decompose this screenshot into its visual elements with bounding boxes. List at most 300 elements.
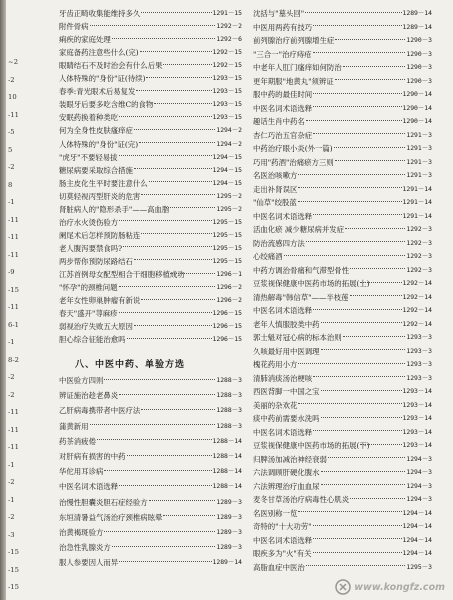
toc-entry-pages: 1293－15 xyxy=(212,87,242,96)
toc-entry-pages: 1290－14 xyxy=(402,117,432,125)
dot-leader xyxy=(104,531,215,532)
toc-entry xyxy=(59,33,242,46)
dot-leader xyxy=(343,336,406,337)
toc-entry-title: 中医名词术语选释 xyxy=(253,103,313,113)
toc-entry-pages: 1294－3 xyxy=(406,454,432,463)
toc-entry-pages: 1293－3 xyxy=(406,333,432,341)
toc-entry-pages: 1293－14 xyxy=(402,427,432,436)
dot-leader xyxy=(313,376,405,377)
toc-entry-title: 美丽的杂欢花 xyxy=(253,400,298,410)
toc-entry-pages: 1291－3 xyxy=(406,171,432,179)
toc-entry-pages: 1293－15 xyxy=(212,74,242,83)
toc-entry-pages: 1292－14 xyxy=(402,279,432,287)
toc-entry-pages: 1292－14 xyxy=(402,319,432,328)
toc-entry-pages: 1288－14 xyxy=(212,482,242,491)
toc-entry-title: 走出补肾误区 xyxy=(253,184,298,194)
toc-entry xyxy=(253,169,432,182)
toc-entry-title: 中医名词术语选释 xyxy=(59,482,119,492)
toc-entry-pages: 1292－3 xyxy=(406,265,432,274)
dot-leader xyxy=(134,168,212,169)
toc-entry-title: 服人参要因人而异 xyxy=(59,558,119,568)
toc-entry-pages: 1296－2 xyxy=(216,283,242,292)
toc-entry-title: 治急性乳腺炎方 xyxy=(59,543,111,553)
dot-leader xyxy=(313,309,401,310)
dot-leader xyxy=(141,194,215,195)
toc-entry xyxy=(59,320,242,333)
previous-page-gutter xyxy=(6,0,32,600)
dot-leader xyxy=(360,282,402,283)
toc-entry-title: 中医名词术语选释 xyxy=(253,427,313,437)
toc-entry xyxy=(59,216,242,229)
toc-entry xyxy=(59,138,242,151)
toc-entry-title: 眼疾多为"火"有关 xyxy=(253,549,312,558)
toc-entry xyxy=(253,439,432,452)
gutter-page-number: -15 xyxy=(8,565,19,574)
toc-entry-title: 名医别称一览 xyxy=(253,508,298,518)
toc-entry xyxy=(253,466,432,479)
toc-entry-pages: 1294－2 xyxy=(216,126,242,135)
gutter-page-number: -5 xyxy=(8,128,15,136)
toc-entry xyxy=(253,385,432,398)
toc-entry xyxy=(253,453,432,466)
toc-entry xyxy=(253,480,432,493)
toc-entry-title: 中医名词术语选释 xyxy=(253,306,313,315)
toc-entry xyxy=(253,61,432,74)
toc-entry-pages: 1295－2 xyxy=(216,191,242,200)
toc-entry-title: 六法调顾肝硬化腹水 xyxy=(253,468,320,477)
dot-leader xyxy=(119,155,212,156)
dot-leader xyxy=(334,147,406,148)
dot-leader xyxy=(321,349,406,350)
toc-entry-pages: 1292－15 xyxy=(212,48,242,57)
toc-entry-pages: 1296－2 xyxy=(216,296,242,305)
dot-leader xyxy=(343,66,406,67)
toc-entry-title: 糖尿病要采取综合措施 xyxy=(59,165,133,175)
dot-leader xyxy=(119,561,211,562)
toc-entry-title: 春季:青光眼术后易复发 xyxy=(59,87,136,97)
left-column xyxy=(59,0,242,600)
gutter-page-number: -15 xyxy=(8,583,19,591)
toc-entry-title: 防治流感四方法 xyxy=(253,238,305,248)
dot-leader xyxy=(321,471,406,472)
toc-entry xyxy=(253,88,432,101)
toc-entry-pages: 1295－15 xyxy=(212,256,242,265)
toc-entry xyxy=(253,277,432,290)
dot-leader xyxy=(321,322,402,323)
toc-entry-title: 老年女性卵巢肿瘤有新说 xyxy=(59,296,141,306)
dot-leader xyxy=(154,103,211,104)
toc-entry-title: 服中药的最佳时间 xyxy=(253,90,313,99)
dot-leader xyxy=(298,403,401,404)
toc-entry-title: 巧用"药酒"治痛瘀方三则 xyxy=(253,157,334,167)
dot-leader xyxy=(350,295,402,296)
dot-leader xyxy=(298,174,405,175)
toc-entry-title: 活血化瘀 减少糖尿病并发症 xyxy=(253,225,345,234)
toc-entry xyxy=(253,223,432,236)
toc-entry xyxy=(59,465,242,478)
toc-entry xyxy=(253,156,432,169)
toc-entry-title: 辨证施治趁老鼻炎 xyxy=(59,391,119,401)
toc-entry-pages: 1293－3 xyxy=(406,346,432,355)
toc-entry xyxy=(59,151,242,164)
toc-entry xyxy=(59,450,242,463)
toc-entry-pages: 1288－14 xyxy=(212,452,242,460)
toc-entry xyxy=(253,399,432,412)
toc-entry xyxy=(59,203,242,216)
toc-entry xyxy=(253,372,432,385)
gutter-page-number: -11 xyxy=(8,443,19,451)
toc-entry-pages: 1288－3 xyxy=(216,406,242,415)
toc-entry-pages: 1295－3 xyxy=(406,562,432,571)
gutter-page-number: -1 xyxy=(8,198,15,206)
toc-entry xyxy=(253,345,432,358)
dot-leader xyxy=(313,93,401,94)
toc-entry xyxy=(253,318,432,331)
toc-entry-pages: 1294－14 xyxy=(402,535,432,544)
toc-entry xyxy=(59,526,242,539)
toc-entry xyxy=(59,281,242,294)
gutter-page-number: -3 xyxy=(8,530,15,539)
toc-entry xyxy=(59,333,242,346)
dot-leader xyxy=(141,12,211,13)
toc-entry-title: 装眼牙后要多吃含维C的食物 xyxy=(59,100,154,110)
gutter-page-number: -2 xyxy=(8,373,15,381)
toc-entry xyxy=(59,85,242,98)
toc-entry-pages: 1290－3 xyxy=(406,36,432,44)
toc-entry xyxy=(253,250,432,263)
toc-entry-title: 治疗水火烫伤验方 xyxy=(59,217,119,227)
toc-entry-pages: 1290－3 xyxy=(406,76,432,85)
toc-entry-title: 老年人慎服胶类中药 xyxy=(253,319,320,329)
toc-entry-pages: 1293－14 xyxy=(402,414,432,422)
toc-entry-title: 眼睛结石不及时治会有什么后果 xyxy=(59,61,163,71)
toc-entry-pages: 1292－14 xyxy=(402,292,432,301)
toc-entry-pages: 1290－14 xyxy=(402,90,432,98)
gutter-page-number: ~2 xyxy=(8,58,19,66)
toc-entry xyxy=(59,480,242,493)
toc-entry-pages: 1295－15 xyxy=(212,230,242,239)
toc-entry xyxy=(253,237,432,250)
dot-leader xyxy=(149,181,212,182)
toc-entry-title: 江苏首例母女配型相合干细胞移植成功 xyxy=(59,270,185,279)
toc-entry xyxy=(253,34,432,47)
kongfz-logo-icon xyxy=(335,579,351,595)
toc-entry-pages: 1288－14 xyxy=(212,436,242,445)
gutter-page-number: 6-1 xyxy=(8,320,19,329)
toc-entry-title: 阑尾术后怎样预防肠粘连 xyxy=(59,230,141,240)
dot-leader xyxy=(141,233,211,234)
toc-entry xyxy=(59,59,242,72)
dot-leader xyxy=(335,79,406,80)
toc-entry xyxy=(253,75,432,88)
toc-entry-pages: 1291－3 xyxy=(406,130,432,139)
toc-entry-pages: 1294－14 xyxy=(402,549,432,557)
toc-entry-pages: 1293－15 xyxy=(212,100,242,109)
gutter-page-number: 8-2 xyxy=(8,355,19,364)
toc-entry-title: 华佗用耳诊病 xyxy=(59,467,104,477)
toc-entry xyxy=(59,404,242,417)
gutter-page-number: -11 xyxy=(8,303,19,311)
toc-entry-title: 两步帮你预防尿路结石 xyxy=(59,256,133,266)
toc-entry-title: 牙齿正畸收集能维持多久 xyxy=(59,9,141,18)
toc-entry-pages: 1296－1 xyxy=(216,270,242,278)
toc-entry-pages: 1290－3 xyxy=(406,49,432,58)
toc-entry-pages: 1288－3 xyxy=(216,376,242,384)
gutter-page-number: -1 xyxy=(8,460,15,469)
gutter-page-number: -11 xyxy=(8,110,19,119)
dot-leader xyxy=(306,241,406,242)
dot-leader xyxy=(134,325,212,326)
toc-entry-pages: 1293－14 xyxy=(402,441,432,449)
toc-entry xyxy=(59,420,242,433)
dot-leader xyxy=(335,39,405,40)
gutter-page-number: -15 xyxy=(8,548,19,556)
toc-entry-title: 老人腹泻要禁食吗? xyxy=(59,243,123,253)
toc-entry-title: 乙肝病毒携带者中医疗法 xyxy=(59,406,141,416)
dot-leader xyxy=(119,485,211,486)
toc-entry-pages: 1291－14 xyxy=(402,211,432,220)
toc-entry-pages: 1289－14 xyxy=(402,22,432,31)
toc-entry xyxy=(59,242,242,255)
gutter-page-number: -2 xyxy=(8,163,15,171)
toc-entry xyxy=(59,541,242,554)
toc-entry-title: 豆浆视保健康中医药市场的拓展(下) xyxy=(253,441,370,450)
toc-entry-pages: 1292－3 xyxy=(406,238,432,247)
toc-entry xyxy=(59,7,242,20)
dot-leader xyxy=(313,214,401,215)
dot-leader xyxy=(328,457,405,458)
toc-entry-title: "虎牙"不要轻易拔 xyxy=(59,152,118,162)
toc-entry-title: 对肝病有损害的中药 xyxy=(59,452,126,461)
toc-entry-title: 附件骨病 xyxy=(59,22,89,32)
gutter-page-number: -2 xyxy=(8,478,15,486)
toc-entry-title: 久咳最好用中医调理 xyxy=(253,346,320,356)
dot-leader xyxy=(112,546,216,547)
dot-leader xyxy=(298,363,405,364)
toc-entry-title: 中药治疗眼小炎(外一篇) xyxy=(253,144,333,153)
toc-entry-title: 槐花药用小方 xyxy=(253,360,298,369)
toc-entry xyxy=(253,412,432,425)
dot-leader xyxy=(345,228,405,229)
toc-entry-pages: 1289－3 xyxy=(216,512,242,521)
dot-leader xyxy=(123,246,211,247)
toc-entry-title: 痰中药前需要水洗吗 xyxy=(253,414,320,423)
toc-entry xyxy=(59,124,242,137)
toc-entry-pages: 1292－2 xyxy=(216,22,242,31)
dot-leader xyxy=(313,133,405,134)
toc-entry-pages: 1293－14 xyxy=(402,387,432,395)
toc-entry xyxy=(253,264,432,277)
gutter-page-number: -11 xyxy=(8,250,19,259)
toc-entry-pages: 1291－3 xyxy=(406,144,432,152)
toc-entry-title: 弱视治疗失败五大原因 xyxy=(59,322,133,332)
toc-entry-title: 名医治咳嗽方 xyxy=(253,171,298,180)
toc-entry-title: 家庭备药注意些什么(完) xyxy=(59,48,139,58)
toc-entry-pages: 1294－15 xyxy=(212,178,242,187)
dot-leader xyxy=(284,255,406,256)
toc-entry xyxy=(59,72,242,85)
toc-entry-title: 肾脏病人的"隐形杀手"——高血脂 xyxy=(59,204,170,214)
toc-entry xyxy=(253,142,432,155)
toc-entry-title: 中医名词术语选释 xyxy=(253,535,313,545)
gutter-page-number: 5 xyxy=(8,145,13,154)
toc-entry-title: 肠主皮化生平时要注意什么 xyxy=(59,178,148,188)
dot-leader xyxy=(104,470,211,471)
toc-entry-title: 趣话生肖中药名 xyxy=(253,117,305,126)
toc-entry-title: 前列腺治疗前列腺增生症 xyxy=(253,36,335,45)
toc-entry-title: 豆浆视保健康中医药市场的拓展(上) xyxy=(253,279,370,288)
dot-leader xyxy=(119,394,215,395)
dot-leader xyxy=(321,484,406,485)
toc-entry-pages: 1291－14 xyxy=(402,198,432,206)
toc-entry-title: 治慢性胆囊炎胆石症经验方 xyxy=(59,497,148,507)
toc-entry-title: 切莫轻视丙型肝炎的危害 xyxy=(59,191,141,201)
toc-entry xyxy=(253,183,432,196)
toc-entry-title: 清肺消痰汤治梗咳 xyxy=(253,373,313,383)
toc-entry-pages: 1296－15 xyxy=(212,335,242,344)
toc-entry-pages: 1295－15 xyxy=(212,243,242,252)
dot-leader xyxy=(350,268,405,269)
dot-leader xyxy=(136,90,211,91)
dot-leader xyxy=(166,207,215,208)
toc-entry-pages: 1294－14 xyxy=(402,508,432,517)
dot-leader xyxy=(119,116,211,117)
dot-leader xyxy=(321,417,402,418)
toc-entry xyxy=(253,520,432,533)
toc-entry xyxy=(59,20,242,33)
dot-leader xyxy=(313,25,401,26)
toc-entry xyxy=(253,48,432,61)
toc-entry xyxy=(253,561,432,574)
dot-leader xyxy=(313,52,406,53)
toc-entry-title: 药茶消疲倦 xyxy=(59,436,96,446)
toc-entry-pages: 1293－3 xyxy=(406,360,432,368)
toc-entry xyxy=(59,255,242,268)
dot-leader xyxy=(298,201,402,202)
toc-entry-title: 春天"盛开"荨麻疹 xyxy=(59,309,118,319)
toc-entry xyxy=(59,190,242,203)
toc-entry-pages: 1294－3 xyxy=(406,495,432,503)
toc-entry-pages: 1290－14 xyxy=(402,103,432,112)
toc-entry-title: 心绞痛酒 xyxy=(253,252,283,261)
toc-entry xyxy=(59,164,242,177)
toc-entry-title: 六法辨理治疗血血尿 xyxy=(253,481,320,491)
toc-entry xyxy=(253,331,432,344)
toc-entry-pages: 1294－15 xyxy=(212,165,242,174)
toc-entry-title: 人体特殊的"身份"证(待续) xyxy=(59,74,146,84)
dot-leader xyxy=(313,525,402,526)
toc-entry-pages: 1288－3 xyxy=(216,391,242,400)
toc-entry-pages: 1296－15 xyxy=(212,322,242,331)
toc-entry xyxy=(59,98,242,111)
toc-entry-title: "怀孕"的颈椎问题 xyxy=(59,283,118,293)
dot-leader xyxy=(335,160,406,161)
toc-entry xyxy=(59,229,242,242)
toc-entry xyxy=(59,307,242,320)
toc-entry-pages: 1292－14 xyxy=(402,306,432,314)
dot-leader xyxy=(306,120,402,121)
toc-entry xyxy=(253,547,432,560)
dot-leader xyxy=(119,286,216,287)
dot-leader xyxy=(127,455,212,456)
toc-entry xyxy=(59,374,242,387)
toc-entry-title: 中医用两药有技巧 xyxy=(253,22,313,32)
toc-entry xyxy=(59,111,242,124)
toc-entry-pages: 1289－3 xyxy=(216,528,242,536)
toc-entry-title: 麦冬甘草汤治疗病毒性心肌炎 xyxy=(253,495,350,504)
toc-entry xyxy=(59,294,242,307)
watermark-url: www.kongfz.com xyxy=(354,581,445,593)
toc-entry-pages: 1293－15 xyxy=(212,113,242,122)
dot-leader xyxy=(141,299,215,300)
toc-entry-pages: 1288－14 xyxy=(212,467,242,476)
gutter-page-number: -11 xyxy=(8,425,19,434)
toc-entry xyxy=(253,534,432,547)
dot-leader xyxy=(97,439,212,440)
toc-entry-pages: 1293－14 xyxy=(402,400,432,409)
dot-leader xyxy=(163,515,215,516)
toc-entry-title: 安眠药换着种类吃 xyxy=(59,113,119,123)
toc-entry xyxy=(59,496,242,509)
toc-entry-title: 杏仁巧治五官杂症 xyxy=(253,130,313,140)
toc-entry-pages: 1290－3 xyxy=(406,63,432,71)
gutter-page-number: -11 xyxy=(8,233,19,241)
right-column xyxy=(253,0,432,600)
toc-entry-pages: 1294－2 xyxy=(216,139,242,148)
toc-entry xyxy=(253,196,432,209)
gutter-page-number: -2 xyxy=(8,390,15,399)
toc-entry-title: 中药方调治骨痛和气滞型骨性 xyxy=(253,265,350,275)
gutter-page-number: -1 xyxy=(8,495,15,504)
toc-entry-pages: 1292－15 xyxy=(212,61,242,70)
toc-entry-title: 人体特殊的"身份"证(完) xyxy=(59,139,139,149)
toc-entry-title: 沈括与"墓头回" xyxy=(253,9,305,18)
dot-leader xyxy=(112,38,216,39)
toc-entry-title: 更年期服"地黄丸"须辨证 xyxy=(253,76,334,86)
toc-entry-pages: 1292－3 xyxy=(406,252,432,260)
dot-leader xyxy=(163,64,211,65)
toc-entry xyxy=(253,304,432,317)
toc-entry-pages: 1291－3 xyxy=(406,157,432,166)
toc-entry xyxy=(59,46,242,59)
dot-leader xyxy=(146,77,211,78)
dot-leader xyxy=(313,430,401,431)
dot-leader xyxy=(350,498,405,499)
toc-entry-title: 奇特的"十大功劳" xyxy=(253,522,312,531)
gutter-page-number: -1 xyxy=(8,338,15,346)
section-heading: 八、中医中药、单验方选 xyxy=(75,360,186,370)
toc-entry xyxy=(253,129,432,142)
toc-entry-pages: 1291－14 xyxy=(402,184,432,193)
toc-entry-title: 胆心综合征能治愈吗 xyxy=(59,335,126,345)
dot-leader xyxy=(141,409,215,410)
dot-leader xyxy=(305,12,401,13)
toc-entry-pages: 1294－3 xyxy=(406,481,432,490)
toc-entry-title: 归脾汤加减治神经衰弱 xyxy=(253,454,327,464)
toc-entry-title: 痢疾的家庭处理 xyxy=(59,35,111,45)
gutter-page-number: 8 xyxy=(8,180,13,189)
toc-entry-title: 西医背脚一中国之宝 xyxy=(253,387,320,396)
dot-leader xyxy=(134,129,215,130)
toc-entry xyxy=(59,556,242,569)
toc-entry-title: "三合一"治疗痔疮 xyxy=(253,49,312,59)
dot-leader xyxy=(90,25,216,26)
toc-entry-title: "仙草"绞股蓝 xyxy=(253,198,297,207)
dot-leader xyxy=(134,259,212,260)
toc-entry xyxy=(59,177,242,190)
toc-entry xyxy=(253,7,432,20)
dot-leader xyxy=(321,390,402,391)
